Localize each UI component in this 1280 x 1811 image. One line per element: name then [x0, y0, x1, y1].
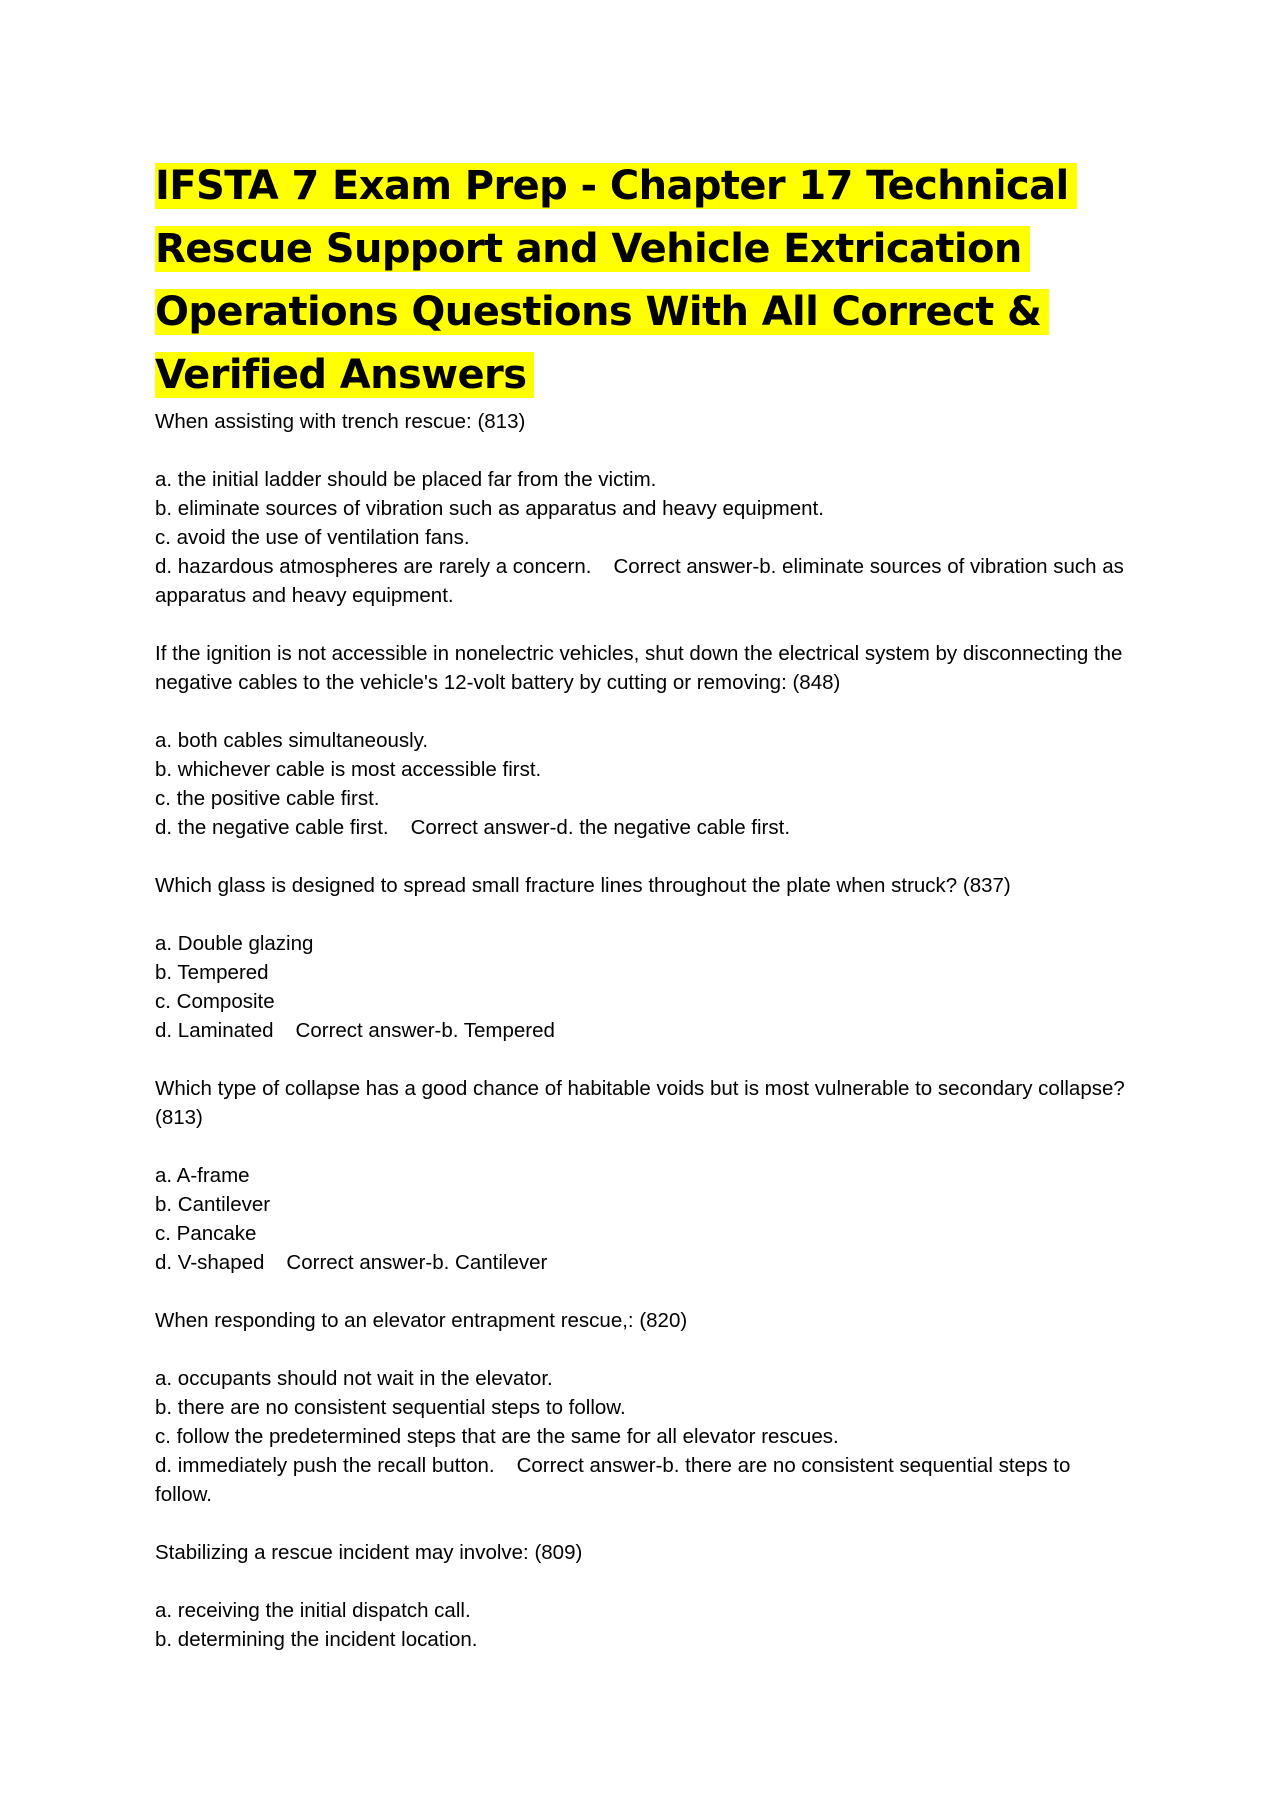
- option-c: c. avoid the use of ventilation fans.: [155, 526, 470, 549]
- option-d: d. V-shaped: [155, 1251, 265, 1274]
- option-d: d. hazardous atmospheres are rarely a concern.: [155, 555, 592, 578]
- document-title: [155, 155, 1125, 407]
- options-list: [155, 929, 1125, 1045]
- question-block: [155, 1306, 1125, 1509]
- question-text: When responding to an elevator entrapment rescue,: (820): [155, 1309, 688, 1332]
- option-b: b. Tempered: [155, 961, 269, 984]
- options-list: [155, 726, 1125, 842]
- option-b: b. eliminate sources of vibration such as apparatus and heavy equipment.: [155, 497, 824, 520]
- document-title-text: IFSTA 7 Exam Prep - Chapter 17 Technical Rescue Support and Vehicle Extrication Operations Questions With All Correct & Verified Answers: [155, 163, 1077, 398]
- option-b: b. whichever cable is most accessible first.: [155, 758, 542, 781]
- question-block: [155, 871, 1125, 1045]
- options-list: [155, 1161, 1125, 1277]
- correct-answer: Correct answer-b. Cantilever: [286, 1251, 548, 1274]
- correct-answer: Correct answer-b. eliminate sources of vibration such as apparatus and heavy equipment.: [155, 555, 1124, 607]
- option-a: a. occupants should not wait in the elevator.: [155, 1367, 553, 1390]
- question-text: Which type of collapse has a good chance of habitable voids but is most vulnerable to secondary collapse? (813): [155, 1077, 1125, 1129]
- option-d: d. immediately push the recall button.: [155, 1454, 495, 1477]
- document-content: [155, 155, 1125, 1683]
- option-a: a. both cables simultaneously.: [155, 729, 429, 752]
- option-c: c. Pancake: [155, 1222, 257, 1245]
- question-block: [155, 639, 1125, 842]
- question-text: If the ignition is not accessible in nonelectric vehicles, shut down the electrical system by disconnecting the negative cables to the vehicle's 12-volt battery by cutting or removing: (848): [155, 642, 1123, 694]
- option-c: c. the positive cable first.: [155, 787, 380, 810]
- options-list: [155, 465, 1125, 610]
- option-c: c. Composite: [155, 990, 275, 1013]
- question-text: Stabilizing a rescue incident may involve: (809): [155, 1541, 583, 1564]
- question-block: [155, 407, 1125, 610]
- option-d-with-answer: [155, 1451, 1125, 1509]
- option-d: d. Laminated: [155, 1019, 274, 1042]
- option-a: a. receiving the initial dispatch call.: [155, 1599, 471, 1622]
- correct-answer: Correct answer-b. there are no consistent sequential steps to follow.: [155, 1454, 1071, 1506]
- option-d-with-answer: [155, 813, 1125, 842]
- question-block: [155, 1538, 1125, 1654]
- options-list: [155, 1596, 1125, 1654]
- option-d-with-answer: [155, 1016, 1125, 1045]
- question-text: When assisting with trench rescue: (813): [155, 410, 526, 433]
- option-a: a. A-frame: [155, 1164, 250, 1187]
- question-text: Which glass is designed to spread small fracture lines throughout the plate when struck? (837): [155, 874, 1011, 897]
- option-a: a. Double glazing: [155, 932, 314, 955]
- correct-answer: Correct answer-b. Tempered: [295, 1019, 555, 1042]
- correct-answer: Correct answer-d. the negative cable first.: [410, 816, 791, 839]
- options-list: [155, 1364, 1125, 1509]
- question-list: [155, 407, 1125, 1654]
- question-block: [155, 1074, 1125, 1277]
- option-b: b. Cantilever: [155, 1193, 271, 1216]
- option-a: a. the initial ladder should be placed far from the victim.: [155, 468, 657, 491]
- option-d-with-answer: [155, 1248, 1125, 1277]
- option-d-with-answer: [155, 552, 1125, 610]
- option-c: c. follow the predetermined steps that are the same for all elevator rescues.: [155, 1425, 839, 1448]
- option-d: d. the negative cable first.: [155, 816, 389, 839]
- option-b: b. there are no consistent sequential steps to follow.: [155, 1396, 626, 1419]
- option-b: b. determining the incident location.: [155, 1628, 478, 1651]
